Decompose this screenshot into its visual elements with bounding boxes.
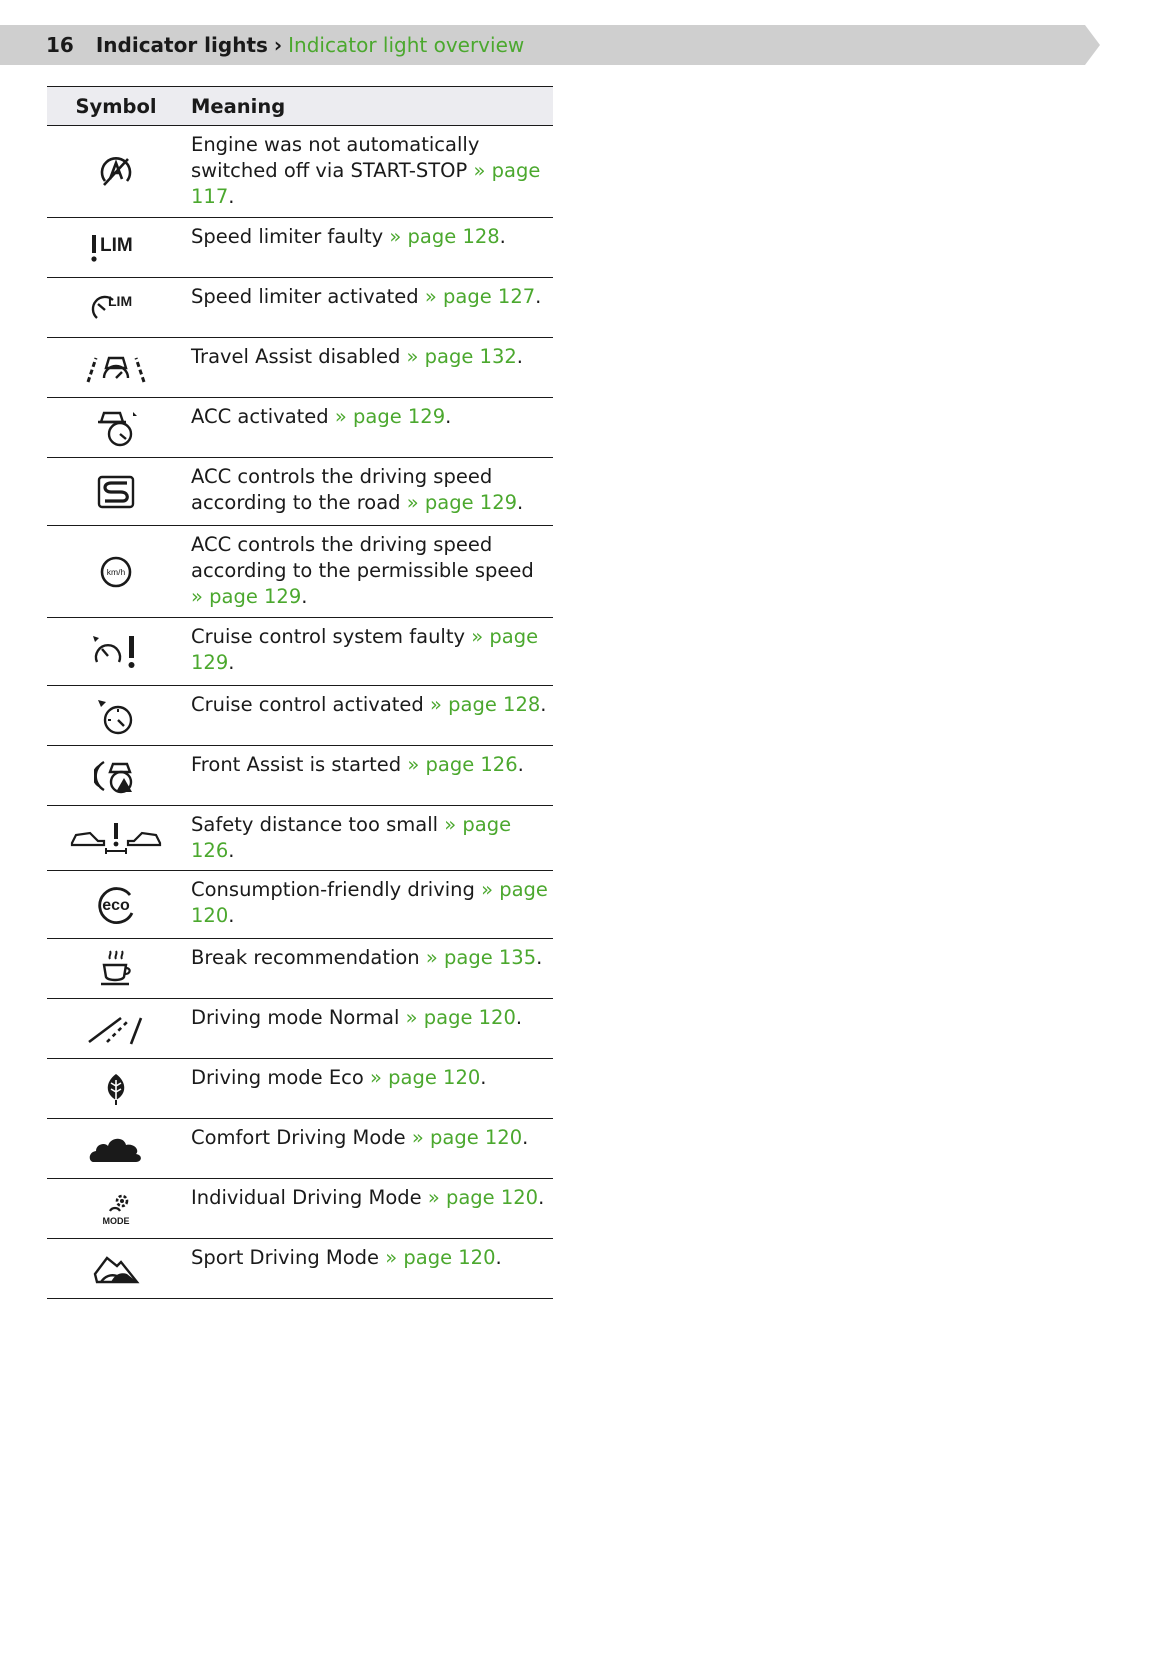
meaning-text: Speed limiter faulty [191, 225, 384, 248]
table-row: Cruise control activated » page 128. [47, 686, 553, 746]
table-row: Front Assist is started » page 126. [47, 746, 553, 806]
meaning-text: Safety distance too small [191, 813, 439, 836]
acc-road-icon [97, 475, 135, 509]
meaning-text: Comfort Driving Mode [191, 1126, 406, 1149]
table-row: MODE Individual Driving Mode » page 120. [47, 1179, 553, 1239]
normal-mode-icon [85, 1012, 147, 1046]
table-row: Comfort Driving Mode » page 120. [47, 1119, 553, 1179]
page-link[interactable]: » page 126 [191, 813, 512, 862]
cruise-icon [96, 696, 136, 736]
page-link[interactable]: » page 120 [370, 1066, 481, 1089]
table-row: Cruise control system faulty » page 129. [47, 618, 553, 686]
meaning-text: Front Assist is started [191, 753, 402, 776]
cloud-icon [88, 1132, 144, 1166]
meaning-text: Individual Driving Mode [191, 1186, 422, 1209]
page-link[interactable]: » page 129 [334, 405, 446, 428]
meaning-text: Cruise control activated [191, 693, 424, 716]
table-row: Safety distance too small » page 126. [47, 806, 553, 871]
table-header-row [47, 87, 553, 126]
page-link[interactable]: » page 120 [191, 878, 548, 927]
meaning-text: ACC controls the driving speed according to the permissible speed [191, 533, 534, 582]
page-link[interactable]: » page 117 [191, 159, 541, 208]
table-row: Travel Assist disabled » page 132. [47, 338, 553, 398]
table-row: Break recommendation » page 135. [47, 939, 553, 999]
leaf-icon [101, 1072, 131, 1106]
column-header-symbol: Symbol [47, 87, 185, 126]
page-link[interactable]: » page 120 [385, 1246, 496, 1269]
meaning-text: Sport Driving Mode [191, 1246, 380, 1269]
svg-text:LIM: LIM [108, 292, 133, 309]
sport-mode-icon [91, 1252, 141, 1286]
individual-mode-icon [96, 1191, 136, 1227]
svg-text:LIM: LIM [100, 234, 133, 256]
meaning-text: Cruise control system faulty [191, 625, 466, 648]
table-row: ACC activated » page 129. [47, 398, 553, 458]
page-link[interactable]: » page 128 [430, 693, 541, 716]
table-row: ACC controls the driving speed according to the road » page 129. [47, 458, 553, 526]
table-row: Driving mode Normal » page 120. [47, 999, 553, 1059]
meaning-text: Driving mode Eco [191, 1066, 364, 1089]
page-link[interactable]: » page 128 [389, 225, 500, 248]
cruise-fault-icon [91, 632, 141, 672]
table-row: Engine was not automatically switched off via START-STOP » page 117. [47, 126, 553, 218]
meaning-text: Consumption-friendly driving [191, 878, 475, 901]
indicator-table [47, 86, 553, 1299]
page-link[interactable]: » page 135 [425, 946, 537, 969]
table-row: LIM Speed limiter activated » page 127. [47, 278, 553, 338]
acc-icon [93, 408, 139, 448]
page-link[interactable]: » page 129 [406, 491, 518, 514]
page-link[interactable]: » page 126 [407, 753, 518, 776]
breadcrumb-separator: › [273, 33, 283, 57]
meaning-text: Engine was not automatically switched off via START-STOP [191, 133, 480, 182]
breadcrumb [46, 25, 524, 65]
svg-text:MODE: MODE [102, 1215, 130, 1226]
table-row: eco Consumption-friendly driving » page 120. [47, 871, 553, 939]
page-link[interactable]: » page 120 [411, 1126, 523, 1149]
page-link[interactable]: » page 132 [406, 345, 517, 368]
page-link[interactable]: » page 120 [427, 1186, 539, 1209]
travel-assist-icon [84, 350, 148, 386]
table-row: Driving mode Eco » page 120. [47, 1059, 553, 1119]
start-stop-off-icon [96, 152, 136, 192]
front-assist-icon [94, 756, 138, 796]
meaning-text: Travel Assist disabled [191, 345, 401, 368]
meaning-text: Driving mode Normal [191, 1006, 400, 1029]
breadcrumb-current: Indicator light overview [288, 33, 525, 57]
svg-text:eco: eco [102, 896, 130, 914]
column-header-meaning: Meaning [185, 87, 553, 126]
distance-icon [68, 821, 164, 855]
page-header [0, 25, 1100, 65]
page-link[interactable]: » page 120 [405, 1006, 516, 1029]
table-row: LIM Speed limiter faulty » page 128. [47, 218, 553, 278]
lim-fault-icon [86, 231, 146, 265]
page-link[interactable]: » page 127 [424, 285, 536, 308]
breadcrumb-section[interactable]: Indicator lights [95, 33, 268, 57]
speed-limiter-icon [88, 290, 144, 326]
page-number: 16 [46, 33, 74, 57]
coffee-icon [98, 949, 134, 989]
meaning-text: Speed limiter activated [191, 285, 419, 308]
eco-icon [94, 885, 138, 925]
meaning-text: Break recommendation [191, 946, 420, 969]
acc-kmh-icon [99, 555, 133, 589]
svg-text:km/h: km/h [106, 566, 126, 577]
table-row: Sport Driving Mode » page 120. [47, 1239, 553, 1299]
meaning-text: ACC activated [191, 405, 329, 428]
meaning-text: ACC controls the driving speed according to the road [191, 465, 493, 514]
page-link[interactable]: » page 129 [191, 625, 539, 674]
table-row: km/h ACC controls the driving speed according to the permissible speed » page 129. [47, 526, 553, 618]
page-link[interactable]: » page 129 [191, 585, 302, 608]
